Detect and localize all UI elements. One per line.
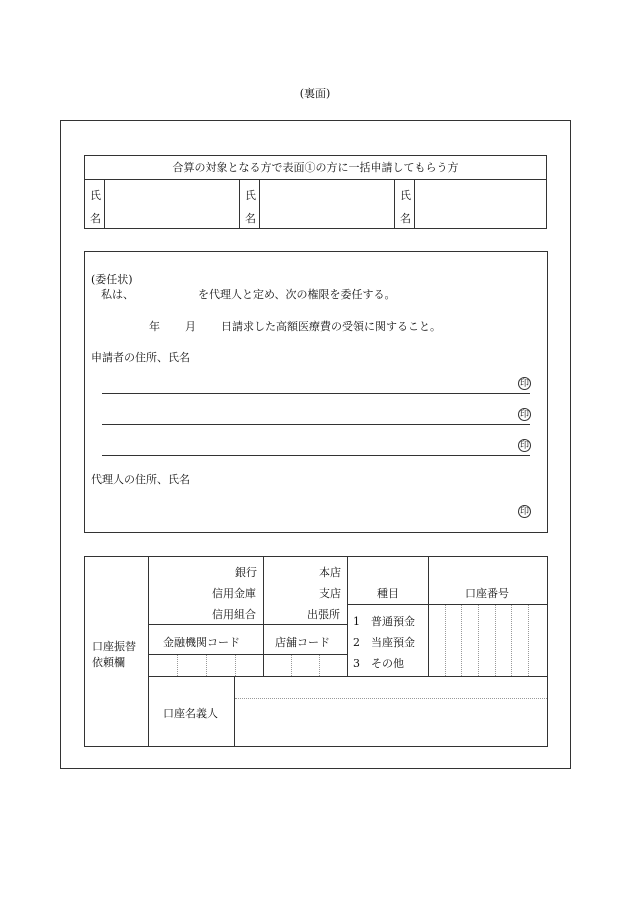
agent-address-label: 代理人の住所、氏名 xyxy=(91,473,190,486)
account-number-field[interactable] xyxy=(429,605,547,676)
day-field[interactable] xyxy=(199,316,219,332)
applicant-name-field-2[interactable] xyxy=(260,180,394,229)
applicant-address-label: 申請者の住所、氏名 xyxy=(91,351,190,364)
combined-applicants-title: 合算の対象となる方で表面①の方に一括申請してもらう方 xyxy=(85,156,546,180)
applicant-address-field-1[interactable] xyxy=(102,374,512,392)
combined-applicants-table xyxy=(84,155,547,229)
name-label-char: 名 xyxy=(400,212,411,225)
applicant-address-field-2[interactable] xyxy=(102,405,512,423)
proxy-statement-start: 私は、 xyxy=(101,288,134,301)
bank-type-label: 信用組合 xyxy=(212,608,256,621)
applicant-name-field-1[interactable] xyxy=(105,180,239,229)
account-kind-option-1[interactable]: 1 普通預金 xyxy=(353,615,415,628)
bank-type-label: 銀行 xyxy=(235,566,257,579)
name-label-char: 氏 xyxy=(400,189,411,202)
proxy-statement-end: を代理人と定め、次の権限を委任する。 xyxy=(198,288,396,301)
signature-line xyxy=(102,424,530,425)
proxy-letter-box xyxy=(84,251,548,533)
seal-mark-icon: 印 xyxy=(519,410,529,420)
account-holder-label: 口座名義人 xyxy=(163,707,218,720)
agent-name-field[interactable] xyxy=(137,284,195,300)
name-label-char: 名 xyxy=(245,212,256,225)
name-label-char: 氏 xyxy=(245,189,256,202)
signature-line xyxy=(102,455,530,456)
year-field[interactable] xyxy=(117,316,147,332)
bank-section-label-line1: 口座振替 xyxy=(92,640,136,653)
applicant-name-field-3[interactable] xyxy=(415,180,547,229)
month-field[interactable] xyxy=(163,316,183,332)
account-number-header: 口座番号 xyxy=(465,587,509,600)
request-description: 日請求した高額医療費の受領に関すること。 xyxy=(221,320,441,333)
account-holder-name-field[interactable] xyxy=(235,699,547,746)
bank-code-label: 金融機関コード xyxy=(163,636,240,649)
branch-code-field[interactable] xyxy=(264,655,347,676)
agent-address-field[interactable] xyxy=(102,492,512,512)
branch-type-label: 出張所 xyxy=(307,608,340,621)
seal-mark-icon: 印 xyxy=(519,379,529,389)
proxy-title: (委任状) xyxy=(91,273,133,286)
branch-type-label: 本店 xyxy=(319,566,341,579)
name-label-char: 氏 xyxy=(90,189,101,202)
account-kind-header: 種目 xyxy=(377,587,399,600)
signature-line xyxy=(102,393,530,394)
branch-code-label: 店舗コード xyxy=(275,636,330,649)
account-holder-kana-field[interactable] xyxy=(235,677,547,698)
branch-type-label: 支店 xyxy=(319,587,341,600)
name-label-char: 名 xyxy=(90,212,101,225)
bank-section-label-line2: 依頼欄 xyxy=(92,656,125,669)
applicant-address-field-3[interactable] xyxy=(102,436,512,454)
seal-mark-icon: 印 xyxy=(519,441,529,451)
seal-mark-icon: 印 xyxy=(519,507,529,517)
bank-type-label: 信用金庫 xyxy=(212,587,256,600)
month-label: 月 xyxy=(185,320,196,333)
page-side-heading: (裏面) xyxy=(299,87,331,100)
bank-transfer-table xyxy=(84,556,548,747)
account-kind-option-2[interactable]: 2 当座預金 xyxy=(353,636,415,649)
year-label: 年 xyxy=(149,320,160,333)
account-kind-option-3[interactable]: 3 その他 xyxy=(353,657,404,670)
